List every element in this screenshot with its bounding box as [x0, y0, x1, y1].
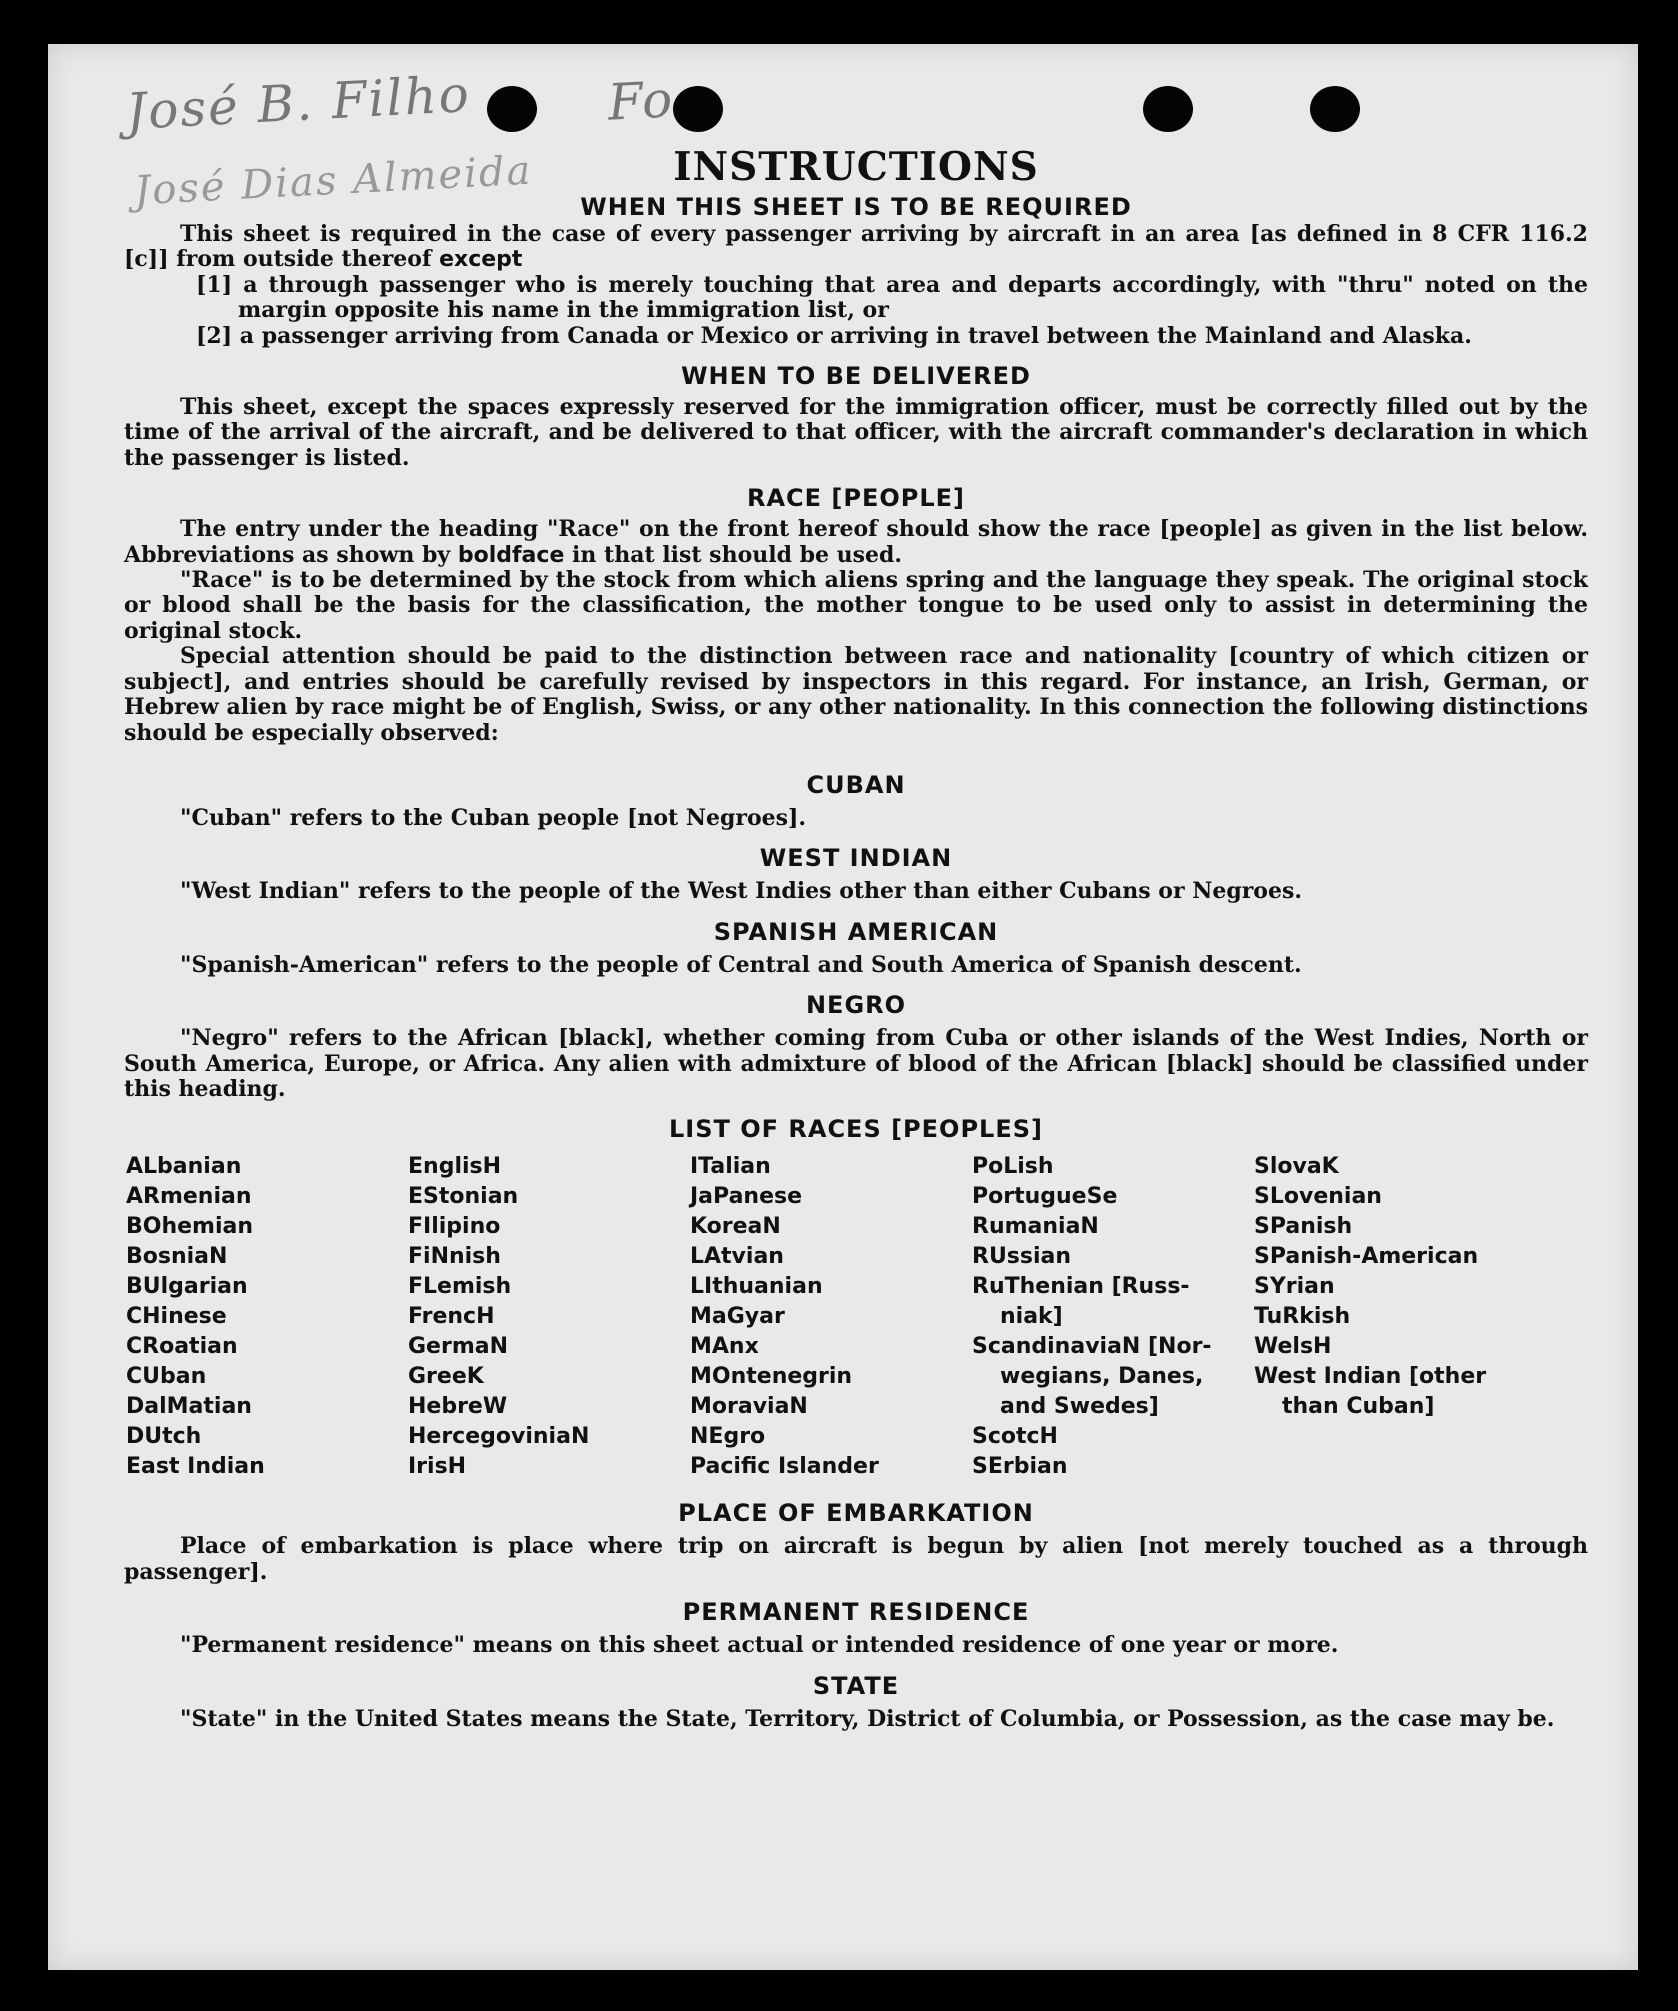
race-item-continued: than Cuban] — [1282, 1394, 1435, 1420]
race-item: MoraviaN — [690, 1394, 808, 1420]
heading-race: RACE [PEOPLE] — [746, 484, 966, 513]
race-item: EnglisH — [408, 1154, 502, 1180]
race-item: FrencH — [408, 1304, 495, 1330]
heading-cuban: CUBAN — [806, 770, 906, 799]
race-paragraph-1: The entry under the heading "Race" on the front hereof should show the race [people] as given in the list below. Abbreviations as shown by boldface in that list should be used. — [124, 516, 1588, 568]
races-list — [126, 1152, 1588, 1482]
race-item-continued: and Swedes] — [1000, 1394, 1159, 1420]
heading-west-indian: WEST INDIAN — [759, 844, 953, 873]
race-item: ScandinaviaN [Nor- — [972, 1334, 1212, 1360]
races-column-1 — [126, 1152, 408, 1482]
residence-text: "Permanent residence" means on this sheet actual or intended residence of one year or more. — [180, 1632, 1339, 1659]
race-item: FIlipino — [408, 1214, 501, 1240]
race-item: BUlgarian — [126, 1274, 248, 1300]
heading-when-required: WHEN THIS SHEET IS TO BE REQUIRED — [580, 193, 1132, 221]
race-item: ARmenian — [126, 1184, 252, 1210]
handwritten-mark: Fo — [606, 70, 676, 132]
heading-negro: NEGRO — [805, 991, 907, 1020]
negro-text: "Negro" refers to the African [black], whether coming from Cuba or other islands of the West Indies, North or South America, Europe, or Africa. Any alien with admixture of blood of the African [black] should be classified under this heading. — [124, 1025, 1588, 1102]
race-item: Pacific Islander — [690, 1454, 879, 1480]
race-item-continued: wegians, Danes, — [1000, 1364, 1204, 1390]
race-item: West Indian [other — [1254, 1364, 1487, 1390]
race-item: SPanish — [1254, 1214, 1353, 1240]
race-item: SErbian — [972, 1454, 1068, 1480]
heading-embarkation: PLACE OF EMBARKATION — [678, 1499, 1034, 1528]
race-item: IrisH — [408, 1454, 467, 1480]
instructions-content — [124, 142, 1588, 1732]
race-item: ALbanian — [126, 1154, 242, 1180]
embarkation-text: Place of embarkation is place where trip on aircraft is begun by alien [not merely touched as a through passenger]. — [124, 1533, 1588, 1585]
handwritten-name-2: José Dias Almeida — [133, 147, 534, 215]
races-column-5 — [1254, 1152, 1536, 1482]
race-item: BOhemian — [126, 1214, 254, 1240]
race-item: CUban — [126, 1364, 207, 1390]
heading-when-delivered: WHEN TO BE DELIVERED — [681, 362, 1031, 391]
races-column-4 — [972, 1152, 1254, 1482]
race-item: JaPanese — [690, 1184, 803, 1210]
heading-state: STATE — [812, 1671, 900, 1700]
race-item-continued: niak] — [1000, 1304, 1063, 1330]
races-column-3 — [690, 1152, 972, 1482]
race-item: RuThenian [Russ- — [972, 1274, 1190, 1300]
when-required-intro: This sheet is required in the case of every passenger arriving by aircraft in an area [as defined in 8 CFR 116.2 [c]] from outside thereof except — [124, 221, 1588, 273]
race-item: GreeK — [408, 1364, 484, 1390]
race-item: DUtch — [126, 1424, 202, 1450]
race-item: SPanish-American — [1254, 1244, 1479, 1270]
heading-spanish-american: SPANISH AMERICAN — [713, 917, 999, 946]
race-item: FLemish — [408, 1274, 512, 1300]
when-required-item-2: [2] a passenger arriving from Canada or Mexico or arriving in travel between the Mainland and Alaska. — [196, 322, 1472, 349]
race-item: EStonian — [408, 1184, 519, 1210]
races-column-2 — [408, 1152, 690, 1482]
race-item: HebreW — [408, 1394, 508, 1420]
race-item: East Indian — [126, 1454, 265, 1480]
race-item: SYrian — [1254, 1274, 1335, 1300]
page-title: INSTRUCTIONS — [673, 144, 1039, 190]
punch-hole-4 — [1310, 86, 1360, 132]
state-text: "State" in the United States means the State, Territory, District of Columbia, or Possession, as the case may be. — [180, 1705, 1555, 1732]
document-sheet — [48, 44, 1638, 1970]
heading-permanent-residence: PERMANENT RESIDENCE — [682, 1598, 1030, 1627]
race-item: HercegoviniaN — [408, 1424, 590, 1450]
race-item: MaGyar — [690, 1304, 785, 1330]
cuban-text: "Cuban" refers to the Cuban people [not Negroes]. — [180, 804, 807, 831]
race-item: CRoatian — [126, 1334, 238, 1360]
race-item: FiNnish — [408, 1244, 501, 1270]
race-item: KoreaN — [690, 1214, 781, 1240]
punch-hole-3 — [1143, 86, 1193, 132]
race-item: WelsH — [1254, 1334, 1332, 1360]
race-item: TuRkish — [1254, 1304, 1351, 1330]
race-item: RumaniaN — [972, 1214, 1099, 1240]
race-item: DalMatian — [126, 1394, 252, 1420]
spanish-american-text: "Spanish-American" refers to the people of Central and South America of Spanish descent. — [180, 951, 1302, 978]
race-item: NEgro — [690, 1424, 766, 1450]
heading-list-of-races: LIST OF RACES [PEOPLES] — [669, 1115, 1043, 1144]
race-item: PoLish — [972, 1154, 1054, 1180]
race-item: ScotcH — [972, 1424, 1058, 1450]
race-item: ITalian — [690, 1154, 771, 1180]
race-paragraph-3: Special attention should be paid to the distinction between race and nationality [country of which citizen or subject], and entries should be carefully revised by inspectors in this regard. For instance, an Irish, German, or Hebrew alien by race might be of English, Swiss, or any other nationality. In this connection the following distinctions should be especially observed: — [124, 643, 1588, 746]
race-item: LIthuanian — [690, 1274, 823, 1300]
race-paragraph-2: "Race" is to be determined by the stock from which aliens spring and the language they speak. The original stock or blood shall be the basis for the classification, the mother tongue to be used only to assist in determining the original stock. — [124, 567, 1588, 644]
race-item: MOntenegrin — [690, 1364, 853, 1390]
punch-hole-1 — [487, 86, 537, 132]
race-item: SLovenian — [1254, 1184, 1382, 1210]
race-item: CHinese — [126, 1304, 227, 1330]
race-item: LAtvian — [690, 1244, 784, 1270]
race-item: SlovaK — [1254, 1154, 1339, 1180]
race-item: GermaN — [408, 1334, 509, 1360]
race-item: PortugueSe — [972, 1184, 1118, 1210]
race-item: BosniaN — [126, 1244, 228, 1270]
race-item: MAnx — [690, 1334, 759, 1360]
handwritten-name-1: José B. Filho — [124, 65, 473, 141]
when-required-item-1: [1] a through passenger who is merely touching that area and departs accordingly, with "thru" noted on the margin opposite his name in the immigration list, or — [196, 271, 1588, 324]
when-delivered-text: This sheet, except the spaces expressly reserved for the immigration officer, must be correctly filled out by the time of the arrival of the aircraft, and be delivered to that officer, with the aircraft commander's declaration in which the passenger is listed. — [124, 394, 1588, 471]
race-item: RUssian — [972, 1244, 1072, 1270]
west-indian-text: "West Indian" refers to the people of the West Indies other than either Cubans or Negroes. — [180, 878, 1303, 905]
punch-hole-2 — [673, 86, 723, 132]
